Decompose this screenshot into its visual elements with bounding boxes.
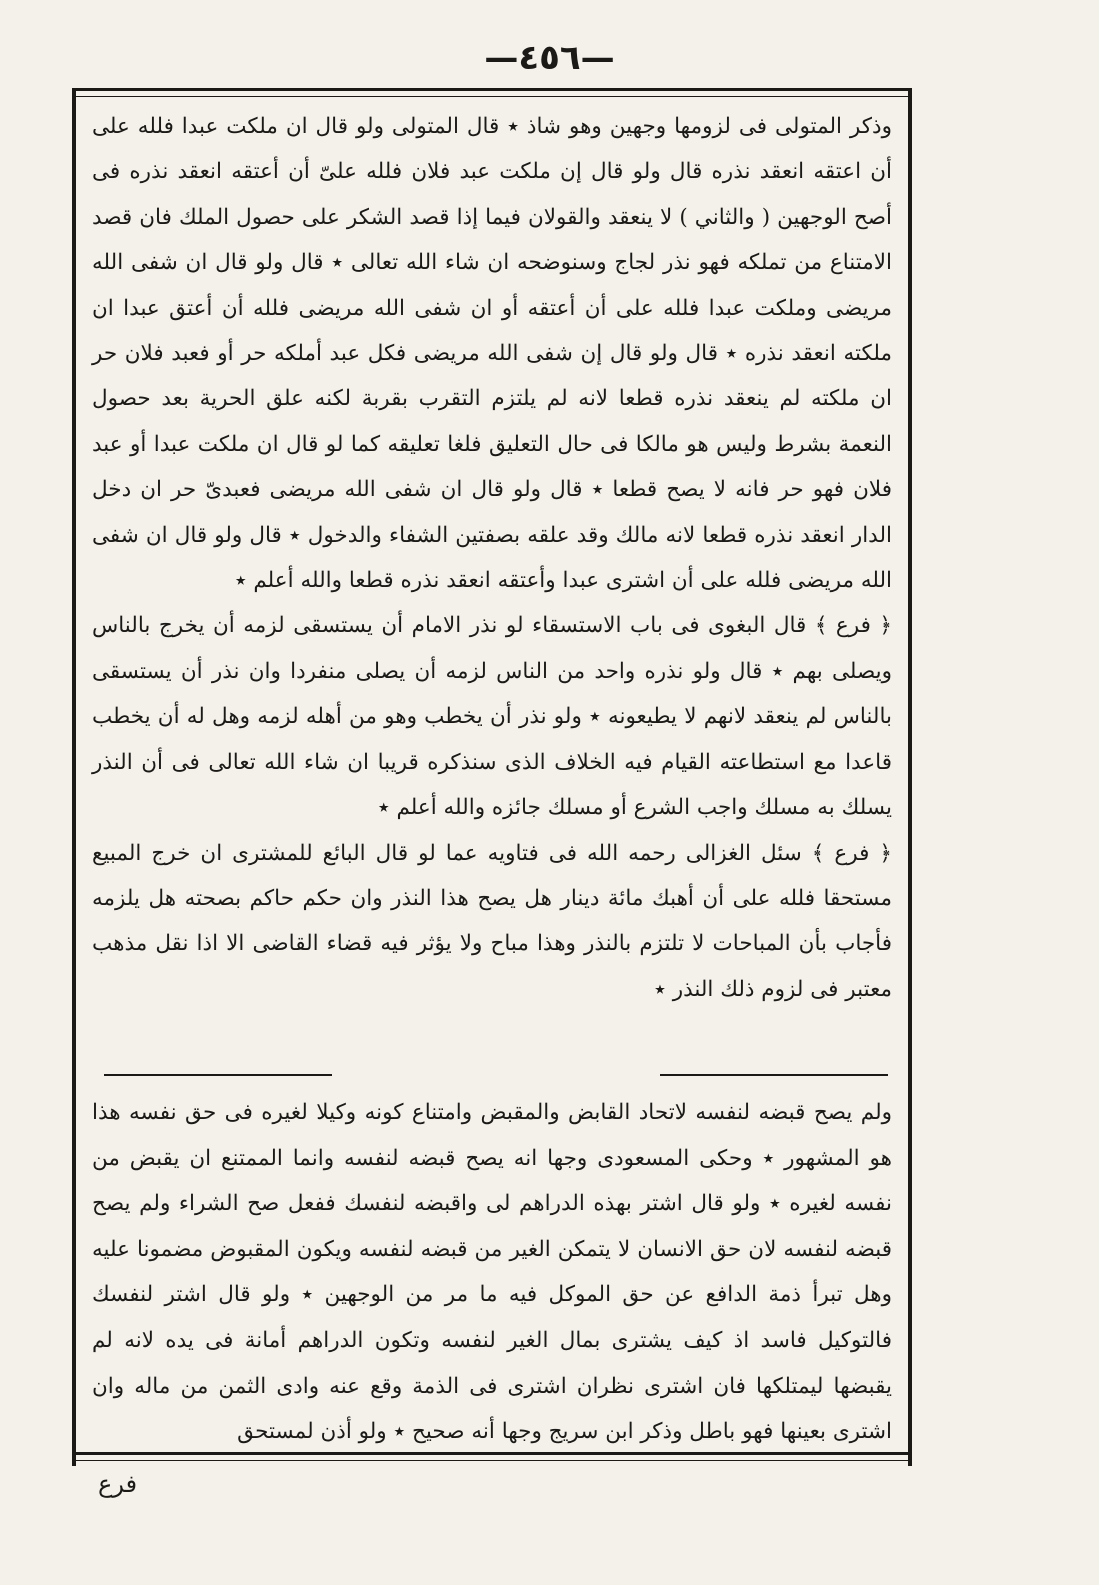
top-rule-thin [72, 96, 912, 97]
footnote-divider-left [104, 1074, 332, 1076]
main-paragraph-1: وذكر المتولى فى لزومها وجهين وهو شاذ ٭ قال المتولى ولو قال ان ملكت عبدا فلله على أن اعتقه انعقد نذره قال ولو قال إن ملكت عبد فلان فلله علىّ أن أعتقه انعقد نذره فى أصح الوجهين ( والثاني ) لا ينعقد والقولان فيما إذا قصد الشكر على حصول الملك فان قصد الامتناع من تملكه فهو نذر لجاج وسنوضحه ان شاء الله تعالى ٭ قال ولو قال ان شفى الله مريضى وملكت عبدا فلله على أن أعتقه أو ان شفى الله مريضى فلله أن أعتق عبدا ان ملكته انعقد نذره ٭ قال ولو قال إن شفى الله مريضى فكل عبد أملكه حر أو فعبد فلان حر ان ملكته لم ينعقد نذره قطعا لانه لم يلتزم التقرب بقربة لكنه علق الحرية بعد حصول النعمة بشرط وليس هو مالكا فى حال التعليق فلغا تعليقه كما لو قال ان ملكت عبدا أو عبد فلان فهو حر فانه لا يصح قطعا ٭ قال ولو قال ان شفى الله مريضى فعبدىّ حر ان دخل الدار انعقد نذره قطعا لانه مالك وقد علقه بصفتين الشفاء والدخول ٭ قال ولو قال ان شفى الله مريضى فلله على أن اشترى عبدا وأعتقه انعقد نذره قطعا والله أعلم ٭ [92, 114, 892, 594]
main-text [92, 104, 892, 1012]
footnote-text [92, 1090, 892, 1455]
bottom-rule [72, 1452, 912, 1455]
footnote-paragraph: ولم يصح قبضه لنفسه لاتحاد القابض والمقبض وامتناع كونه وكيلا لغيره فى حق نفسه هذا هو المشهور ٭ وحكى المسعودى وجها انه يصح قبضه لنفسه وانما الممتنع ان يقبض من نفسه لغيره ٭ ولو قال اشتر بهذه الدراهم لى واقبضه لنفسك ففعل صح الشراء ولم يصح قبضه لنفسه لان حق الانسان لا يتمكن الغير من قبضه لنفسه ويكون المقبوض مضمونا عليه وهل تبرأ ذمة الدافع عن حق الموكل فيه ما مر من الوجهين ٭ ولو قال اشتر لنفسك فالتوكيل فاسد اذ كيف يشترى بمال الغير لنفسه وتكون الدراهم أمانة فى يده لانه لم يقبضها ليمتلكها فان اشترى نظران اشترى فى الذمة وقع عنه وادى الثمن من ماله وان اشترى بعينها فهو باطل وذكر ابن سريج وجها أنه صحيح ٭ ولو أذن لمستحق [92, 1100, 892, 1445]
bottom-rule-thin [72, 1460, 912, 1461]
catchword: فرع [98, 1470, 138, 1498]
top-rule [72, 88, 912, 91]
footnote-divider-right [660, 1074, 888, 1076]
main-paragraph-3-branch-ghazali: ﴿ فرع ﴾ سئل الغزالى رحمه الله فى فتاويه عما لو قال البائع للمشترى ان خرج المبيع مستحقا فلله على أن أهبك مائة دينار هل يصح هذا النذر وان حكم حاكم بصحته هل يلزمه فأجاب بأن المباحات لا تلتزم بالنذر وهذا مباح ولا يؤثر فيه قضاء القاضى الا اذا نقل مذهب معتبر فى لزوم ذلك النذر ٭ [92, 840, 892, 1002]
page-number: —٤٥٦— [484, 38, 615, 78]
main-paragraph-2-branch-baghawi: ﴿ فرع ﴾ قال البغوى فى باب الاستسقاء لو نذر الامام أن يستسقى لزمه أن يخرج بالناس ويصلى بهم ٭ قال ولو نذره واحد من الناس لزمه أن يصلى منفردا وان نذر أن يستسقى بالناس لم ينعقد لانهم لا يطيعونه ٭ ولو نذر أن يخطب وهو من أهله لزمه وهل له أن يخطب قاعدا مع استطاعته القيام فيه الخلاف الذى سنذكره قريبا ان شاء الله تعالى فى أن النذر يسلك به مسلك واجب الشرع أو مسلك جائزه والله أعلم ٭ [92, 613, 892, 821]
